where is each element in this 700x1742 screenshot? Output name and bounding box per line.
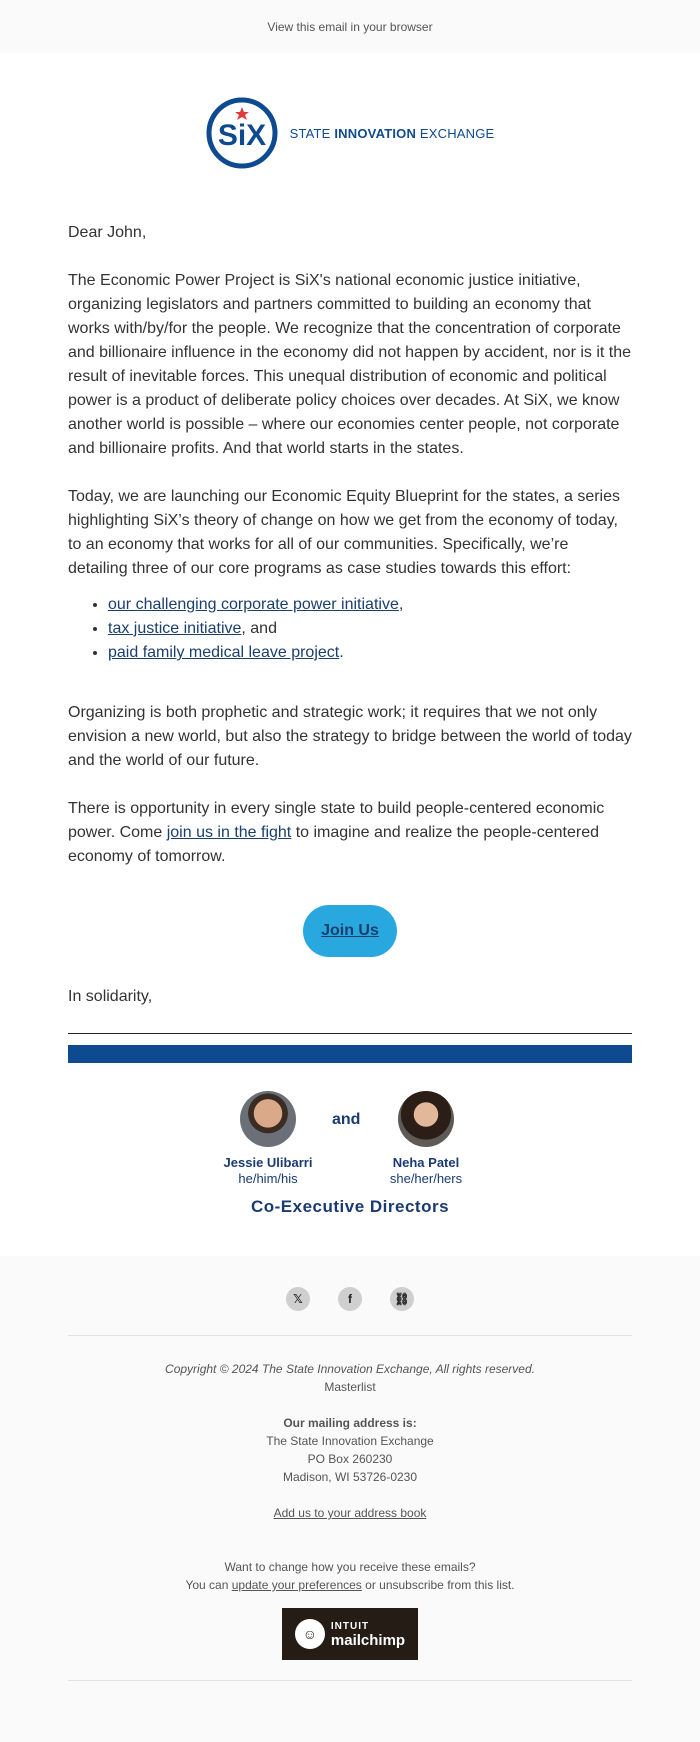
avatar (240, 1091, 296, 1147)
signer-pronouns: he/him/his (238, 1171, 298, 1186)
divider (68, 1033, 632, 1034)
six-logo-mark (206, 97, 278, 169)
footer-info (0, 1360, 700, 1594)
cta-wrapper (68, 905, 632, 957)
view-in-browser-link[interactable]: View this email in your browser (267, 19, 433, 34)
footer (0, 1256, 700, 1742)
paragraph-3: Organizing is both prophetic and strategic work; it requires that we not only envision a new world, but also the strategy to bridge between the world of today and the world of our future. (68, 704, 632, 769)
signer-pronouns: she/her/hers (389, 1171, 463, 1186)
link-icon[interactable]: ⛓ (390, 1287, 414, 1311)
list-item: • our challenging corporate power initiative, (108, 593, 632, 617)
address-line: PO Box 260230 (307, 1452, 393, 1466)
x-icon[interactable]: 𝕏 (286, 1287, 310, 1311)
email-body (68, 169, 632, 1009)
address-line: The State Innovation Exchange (266, 1434, 434, 1448)
signoff: In solidarity, (68, 988, 153, 1005)
mailchimp-icon: ☺ (295, 1619, 325, 1649)
list-item: • tax justice initiative, and (108, 617, 632, 641)
tax-justice-link[interactable]: tax justice initiative (108, 620, 242, 637)
paid-leave-link[interactable]: paid family medical leave project (108, 644, 340, 661)
paragraph-2: Today, we are launching our Economic Equity Blueprint for the states, a series highlighting SiX’s theory of change on how we get from the economy of today, to an economy that works for all of our communities. Specifically, we’re detailing three of our core programs as case studies towards this effort: (68, 488, 620, 577)
six-logo (0, 97, 700, 169)
social-links (0, 1287, 700, 1311)
footer-divider (68, 1335, 632, 1336)
join-fight-link[interactable]: join us in the fight (166, 824, 292, 841)
copyright: Copyright © 2024 The State Innovation Exchange, All rights reserved. (165, 1362, 535, 1376)
update-preferences-link[interactable]: update your preferences (231, 1578, 362, 1592)
greeting: Dear John, (68, 224, 147, 241)
program-list (68, 593, 632, 665)
signature-and: and (332, 1111, 361, 1128)
footer-divider (68, 1680, 632, 1681)
mailchimp-text: mailchimp (330, 1632, 406, 1649)
top-bar (0, 0, 700, 53)
logo-mark-text: SiX (217, 119, 266, 152)
blue-bar (68, 1045, 632, 1063)
change-question: Want to change how you receive these emails? (224, 1560, 476, 1574)
add-address-book-link[interactable]: Add us to your address book (273, 1506, 427, 1520)
mailchimp-badge[interactable] (282, 1608, 418, 1660)
facebook-icon[interactable]: f (338, 1287, 362, 1311)
signature-block (68, 1091, 632, 1229)
signer-name: Neha Patel (392, 1155, 460, 1170)
join-us-button[interactable]: Join Us (303, 905, 397, 957)
signer-title: Co-Executive Directors (250, 1197, 450, 1216)
logo-wordmark: STATE INNOVATION EXCHANGE (289, 125, 495, 141)
preferences-line: You can update your preferences or unsubscribe from this list. (185, 1578, 515, 1592)
list-item: • paid family medical leave project. (108, 641, 632, 665)
corporate-power-link[interactable]: our challenging corporate power initiative (108, 596, 399, 613)
avatar (398, 1091, 454, 1147)
mailing-label: Our mailing address is: (283, 1416, 417, 1430)
list-name: Masterlist (324, 1380, 376, 1394)
mailchimp-intuit-text: INTUIT (330, 1621, 370, 1632)
address-line: Madison, WI 53726-0230 (282, 1470, 418, 1484)
signer-name: Jessie Ulibarri (223, 1155, 313, 1170)
paragraph-1: The Economic Power Project is SiX's national economic justice initiative, organizing legislators and partners committed to building an economy that works with/by/for the people. We recognize that the concentration of corporate and billionaire influence in the economy did not happen by accident, nor is it the result of inevitable forces. This unequal distribution of economic and political power is a product of deliberate policy choices over decades. At SiX, we know another world is possible – where our economies center people, not corporate and billionaire profits. And that world starts in the states. (68, 272, 632, 457)
paragraph-4: There is opportunity in every single state to build people-centered economic power. Come join us in the fight to imagine and realize the people-centered economy of tomorrow. (68, 800, 605, 865)
